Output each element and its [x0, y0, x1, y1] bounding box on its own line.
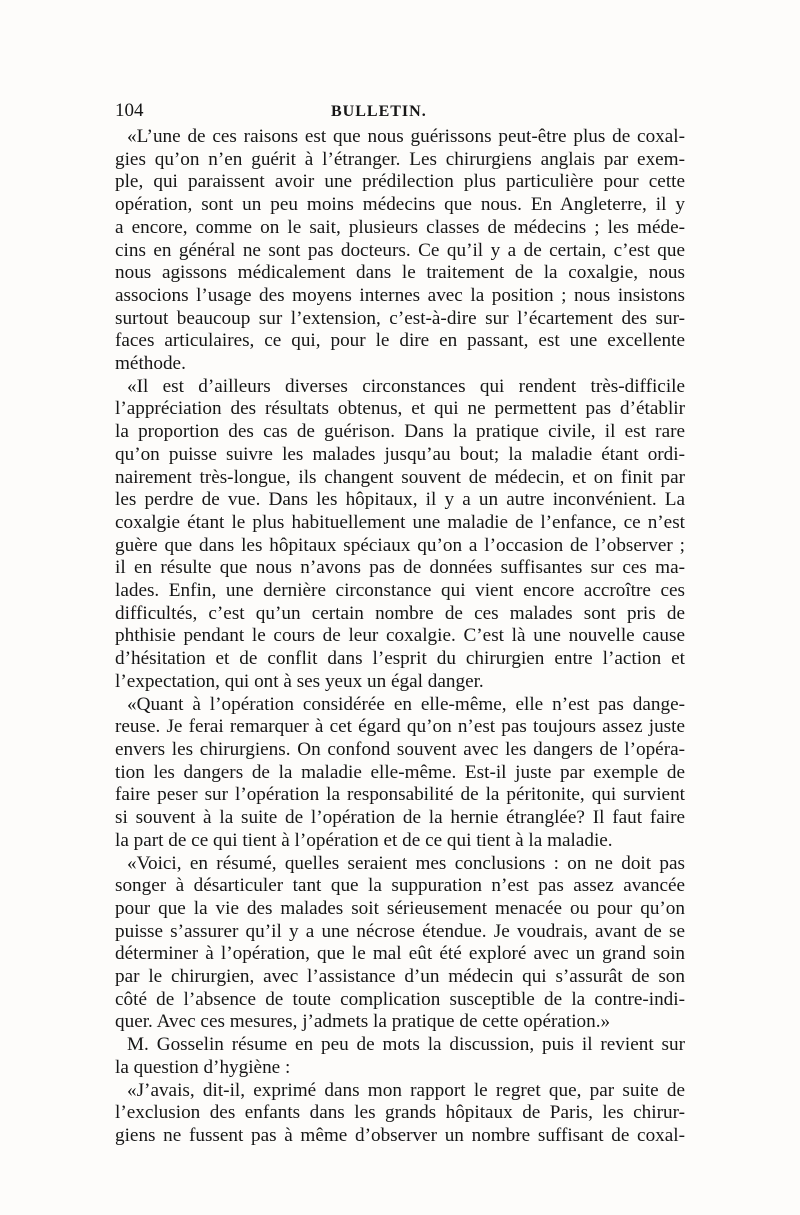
text-line: M. Gosselin résume en peu de mots la discussion, puis il revient sur — [127, 1034, 685, 1056]
text-line: reuse. Je ferai remarquer à cet égard qu’on n’est pas toujours assez juste — [115, 716, 685, 738]
text-line: phthisie pendant le cours de leur coxalgie. C’est là une nouvelle cause — [115, 625, 685, 647]
text-line: quer. Avec ces mesures, j’admets la pratique de cette opération.» — [115, 1011, 611, 1033]
text-line: associons l’usage des moyens internes avec la position ; nous insistons — [115, 284, 685, 306]
text-line: pour que la vie des malades soit sérieusement menacée ou pour qu’on — [115, 897, 685, 919]
text-line: il en résulte que nous n’avons pas de données suffisantes sur ces ma- — [115, 557, 685, 579]
text-line: si souvent à la suite de l’opération de la hernie étranglée? Il faut faire — [115, 807, 685, 829]
page-number: 104 — [115, 100, 144, 121]
text-line: nairement très-longue, ils changent souvent de médecin, et on finit par — [115, 466, 685, 488]
text-line: côté de l’absence de toute complication susceptible de la contre-indi- — [115, 988, 685, 1010]
text-line: opération, sont un peu moins médecins que nous. En Angleterre, il y — [115, 194, 685, 216]
page-header — [115, 96, 685, 126]
body-text — [115, 126, 685, 1148]
text-line: méthode. — [115, 353, 186, 375]
text-line: coxalgie étant le plus habituellement une maladie de l’enfance, ce n’est — [115, 511, 685, 533]
text-line: difficultés, c’est qu’un certain nombre de ces malades sont pris de — [115, 602, 685, 624]
text-line: la part de ce qui tient à l’opération et de ce qui tient à la maladie. — [115, 829, 613, 851]
text-line: l’expectation, qui ont à ses yeux un égal danger. — [115, 670, 484, 692]
text-line: déterminer à l’opération, que le mal eût été exploré avec un grand soin — [115, 943, 685, 965]
text-line: l’exclusion des enfants dans les grands hôpitaux de Paris, les chirur- — [115, 1102, 685, 1124]
text-line: tion les dangers de la maladie elle-même. Est-il juste par exemple de — [115, 761, 685, 783]
running-title: BULLETIN. — [331, 103, 427, 120]
text-line: faire peser sur l’opération la responsabilité de la péritonite, qui survient — [115, 784, 685, 806]
text-line: «Quant à l’opération considérée en elle-même, elle n’est pas dange- — [127, 693, 685, 715]
text-line: faces articulaires, ce qui, pour le dire en passant, est une excellente — [115, 330, 685, 352]
text-line: surtout beaucoup sur l’extension, c’est-à-dire sur l’écartement des sur- — [115, 307, 685, 329]
book-page — [115, 96, 685, 1148]
text-line: «L’une de ces raisons est que nous guérissons peut-être plus de coxal- — [127, 126, 685, 147]
text-line: guère que dans les hôpitaux spéciaux qu’on a l’occasion de l’observer ; — [115, 534, 685, 556]
text-line: «Il est d’ailleurs diverses circonstances qui rendent très-difficile — [127, 375, 685, 397]
text-line: l’appréciation des résultats obtenus, et qui ne permettent pas d’établir — [115, 398, 685, 420]
text-line: giens ne fussent pas à même d’observer un nombre suffisant de coxal- — [115, 1124, 685, 1146]
text-line: cins en général ne sont pas docteurs. Ce qu’il y a de certain, c’est que — [115, 239, 685, 261]
text-line: d’hésitation et de conflit dans l’esprit du chirurgien entre l’action et — [115, 648, 685, 670]
text-line: «Voici, en résumé, quelles seraient mes conclusions : on ne doit pas — [127, 852, 685, 874]
text-line: la proportion des cas de guérison. Dans la pratique civile, il est rare — [115, 421, 685, 443]
text-line: «J’avais, dit-il, exprimé dans mon rapport le regret que, par suite de — [127, 1079, 685, 1101]
text-line: envers les chirurgiens. On confond souvent avec les dangers de l’opéra- — [115, 738, 685, 760]
text-line: par le chirurgien, avec l’assistance d’un médecin qui s’assurât de son — [115, 966, 685, 988]
text-line: la question d’hygiène : — [115, 1056, 291, 1078]
text-line: puisse s’assurer qu’il y a une nécrose étendue. Je voudrais, avant de se — [115, 920, 685, 942]
text-line: les perdre de vue. Dans les hôpitaux, il y a un autre inconvénient. La — [115, 489, 685, 511]
text-line: ple, qui paraissent avoir une prédilection plus particulière pour cette — [115, 171, 685, 193]
text-line: gies qu’on n’en guérit à l’étranger. Les chirurgiens anglais par exem- — [115, 148, 685, 170]
text-line: a encore, comme on le sait, plusieurs classes de médecins ; les méde- — [115, 216, 685, 238]
text-line: lades. Enfin, une dernière circonstance qui vient encore accroître ces — [115, 580, 685, 602]
text-line: nous agissons médicalement dans le traitement de la coxalgie, nous — [115, 262, 685, 284]
text-line: qu’on puisse suivre les malades jusqu’au bout; la maladie étant ordi- — [115, 443, 685, 465]
text-line: songer à désarticuler tant que la suppuration n’est pas assez avancée — [115, 875, 685, 897]
